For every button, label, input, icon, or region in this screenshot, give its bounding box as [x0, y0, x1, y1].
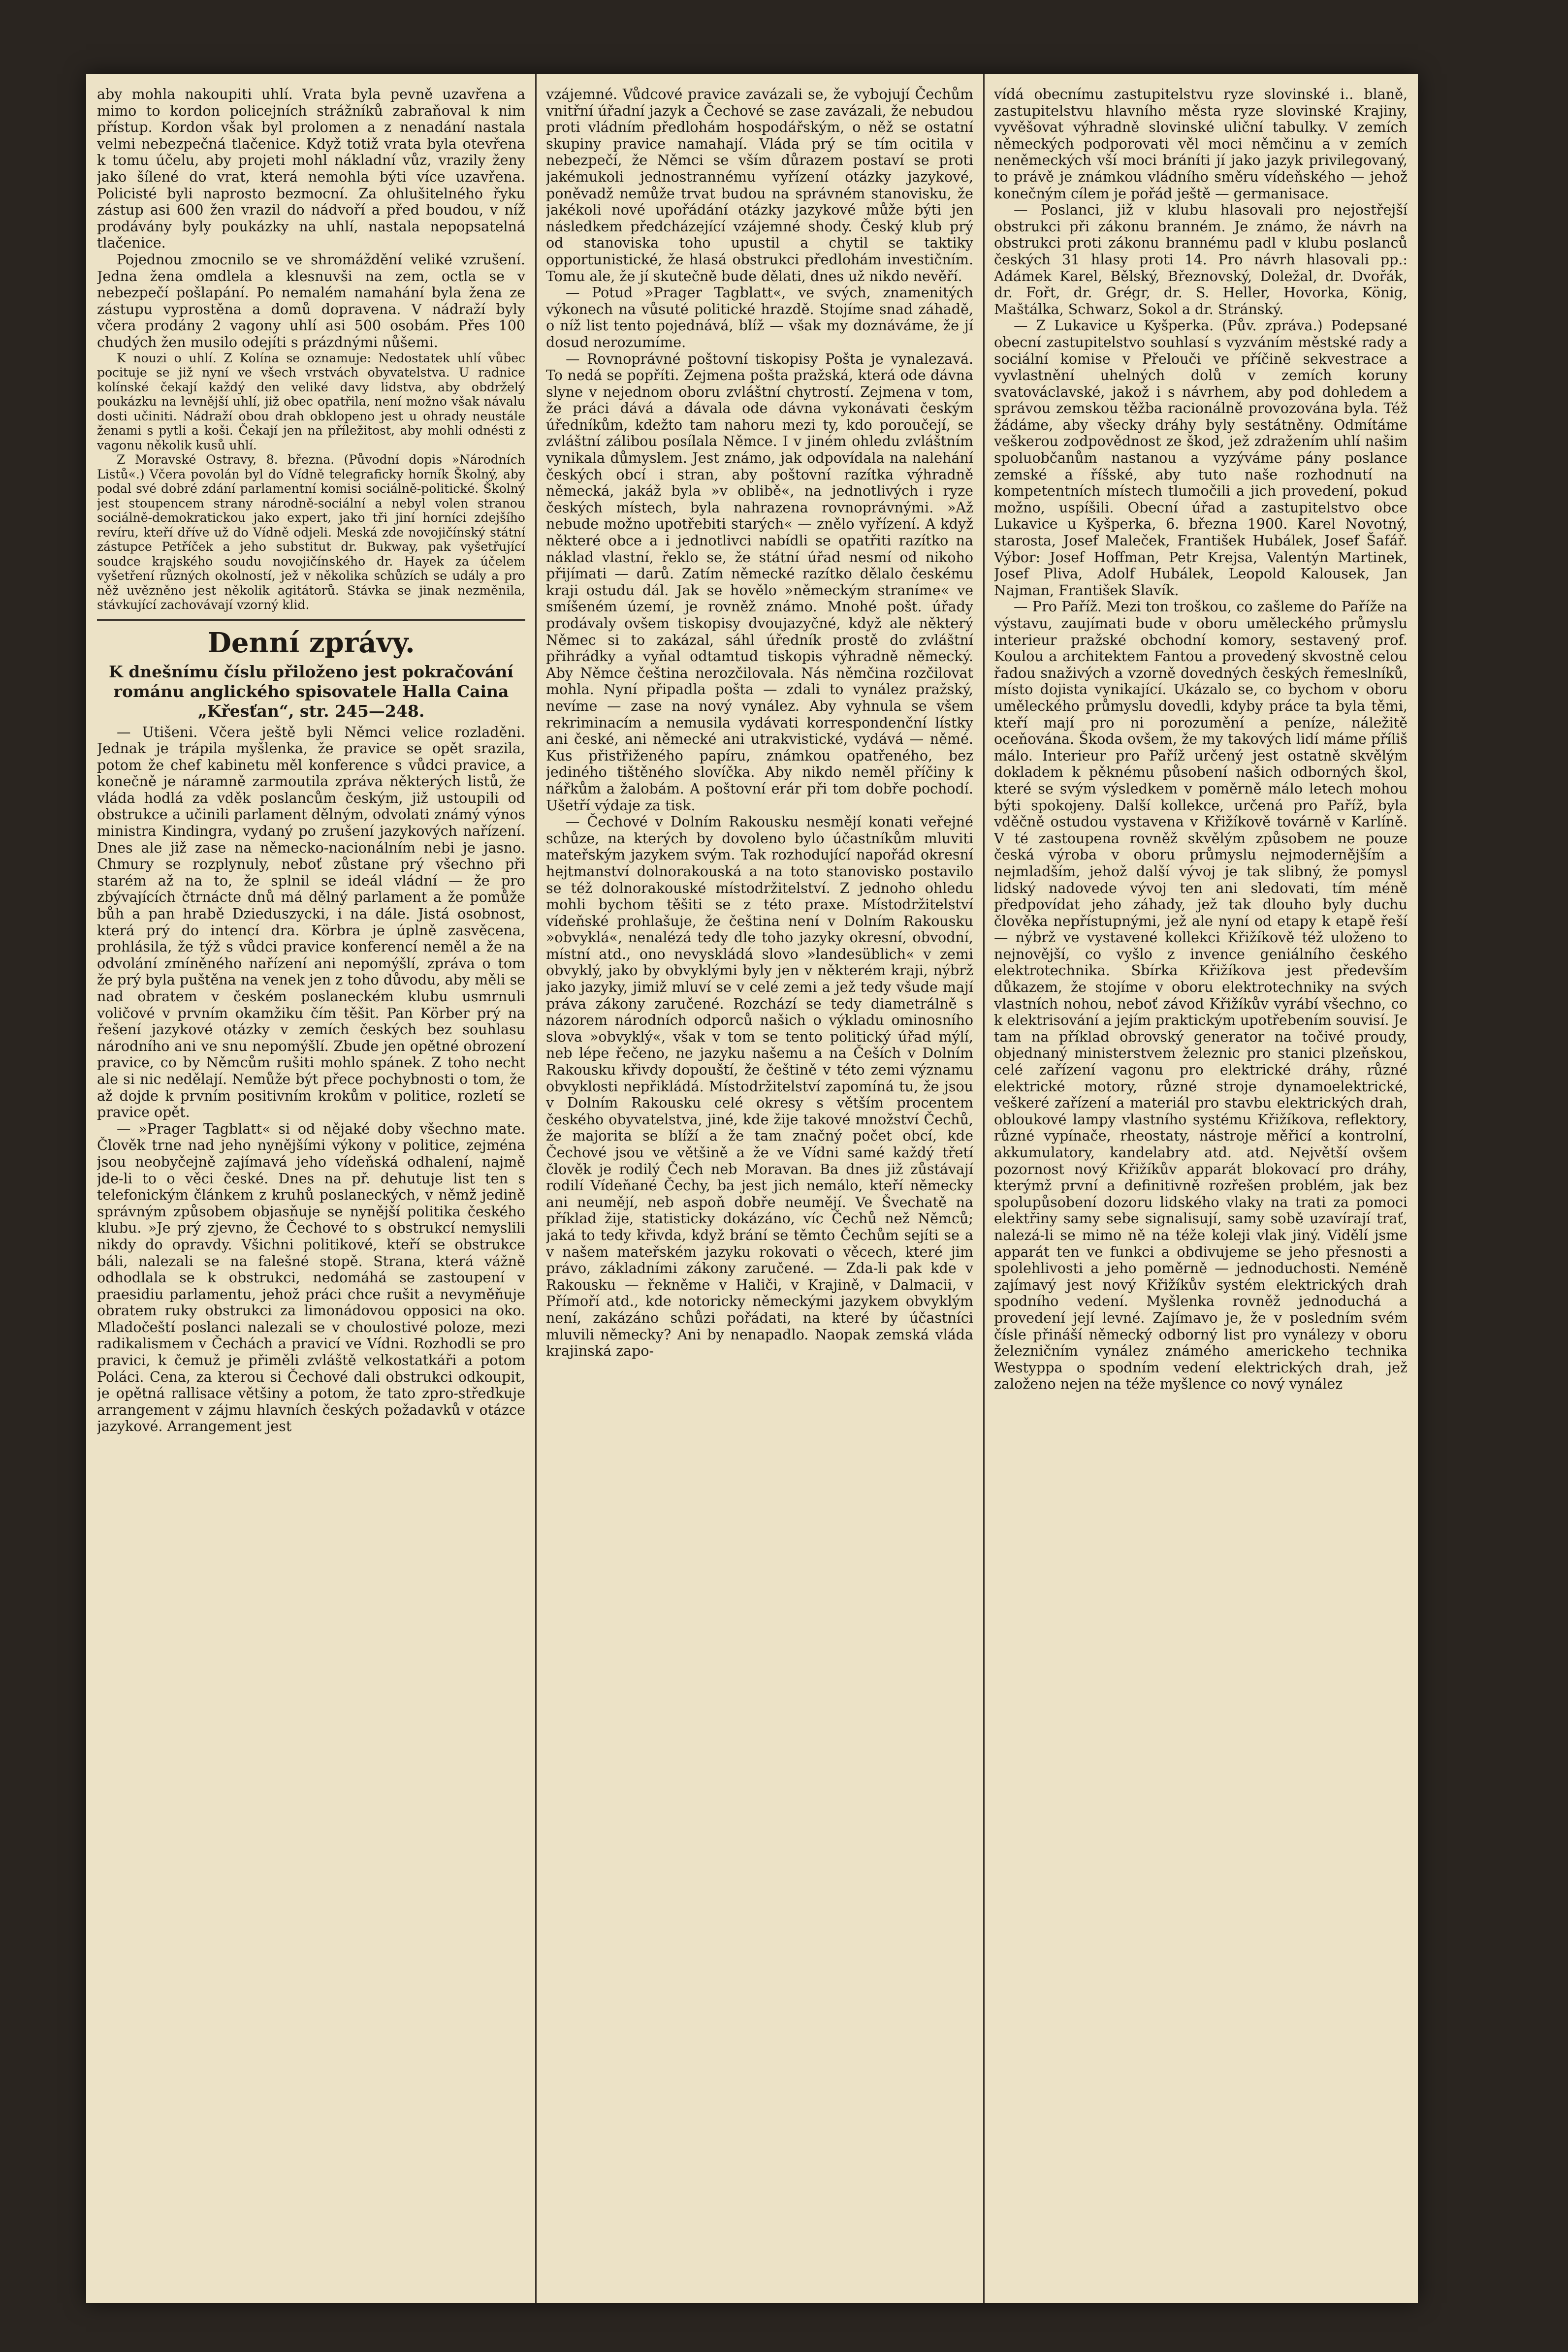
paragraph: vídá obecnímu zastupitelstvu ryze slovinské i.. blaně, zastupitelstvu hlavního města ryze slovinské Krajiny, vyvěšovat výhradně slovinské uliční tabulky. V zemích německých podporovati věl moci němčinu a v zemích neněmeckých vší moci bráníti jí jako jazyk privilegovaný, to právě je známkou vládního směru vídeňského — jehož konečným cílem je pořád ještě — germanisace.	[994, 86, 1408, 202]
column-rule	[535, 74, 537, 2303]
paragraph: K nouzi o uhlí. Z Kolína se oznamuje: Nedostatek uhlí vůbec pocituje se již nyní ve všech vrstvách obyvatelstva. U radnice kolínské čekají každý den veliké davy lidstva, aby obdrželý poukázku na levnější uhlí, již obec opatřila, není možno však návalu dosti učiniti. Nádraží obou drah obklopeno jest u ohrady neustále ženami s pytli a koši. Čekají jen na příležitost, aby mohli odnésti z vagonu několik kusů uhlí.	[97, 350, 525, 452]
paragraph: — Poslanci, již v klubu hlasovali pro nejostřejší obstrukci při zákonu branném. Je známo, že návrh na obstrukci proti zákonu brannému padl v klubu poslanců českých 31 hlasy proti 14. Pro návrh hlasovali pp.: Adámek Karel, Bělský, Březnovský, Doležal, dr. Dvořák, dr. Fořt, dr. Grégr, dr. S. Heller, Hovorka, König, Maštálka, Schwarz, Sokol a dr. Stránský.	[994, 202, 1408, 318]
paragraph: vzájemné. Vůdcové pravice zavázali se, že vybojují Čechům vnitřní úřadní jazyk a Čechové se zase zavázali, že nebudou proti vládním předlohám hospodářským, o něž se ostatní skupiny pravice namahají. Vláda prý se tím ocitila v nebezpečí, že Němci se vším důrazem postaví se proti jakémukoli jednostrannému vyřízení otázky jazykové, poněvadž nemůže trvat budou na správném stanovisku, že jakékoli nové upořádání otázky jazykové může býti jen následkem předcházející vzájemné shody. Český klub prý od stanoviska toho upustil a chytil se taktiky opportunistické, že hlasá obstrukci předlohám investičním. Tomu ale, že jí skutečně bude dělati, dnes už nikdo nevěří.	[546, 86, 973, 285]
supplement-notice: K dnešnímu číslu přiloženo jest pokračování románu anglického spisovatele Halla Caina „Křesťan“, str. 245—248.	[109, 662, 513, 721]
paragraph: aby mohla nakoupiti uhlí. Vrata byla pevně uzavřena a mimo to kordon policejních strážníků zabraňoval k nim přístup. Kordon však byl prolomen a z nenadání nastala velmi nebezpečná tlačenice. Když totiž vrata byla otevřena k tomu účelu, aby projeti mohl nákladní vůz, vrazily ženy jako šílené do vrat, která nemohla býti více uzavřena. Policisté byli naprosto bezmocní. Za ohlušitelného řyku zástup asi 600 žen vrazil do nádvoří a před boudou, v níž prodávány byly poukázky na uhlí, nastala nepopsatelná tlačenice.	[97, 86, 525, 252]
paragraph: Pojednou zmocnilo se ve shromáždění veliké vzrušení. Jedna žena omdlela a klesnuvši na zem, octla se v nebezpečí pošlapání. Po nemalém namahání byla žena ze zástupu vyprostěna a domů dopravena. V nádraží byly včera prodány 2 vagony uhlí asi 500 osobám. Přes 100 chudých žen musilo odejíti s prázdnými nůšemi.	[97, 251, 525, 350]
paragraph: Z Moravské Ostravy, 8. března. (Původní dopis »Národních Listů«.) Včera povolán byl do Vídně telegraficky horník Školný, aby podal své dobré zdání parlamentní komisi sociálně-politické. Školný jest stoupencem strany národně-sociální a nebyl volen stranou sociálně-demokratickou jako expert, jako tři jiní horníci zdejšího revíru, kteří dříve už do Vídně odjeli. Meská zde novojičínský státní zástupce Petříček a jeho substitut dr. Bukway, pak vyšetřující soudce krajského soudu novojičínského dr. Hayek za účelem vyšetření různých okolností, jež v několika schůzích se udály a pro něž uvězněno jest několik agitátorů. Stávka se jinak nezměnila, stávkující zachovávají vzorný klid.	[97, 452, 525, 612]
paragraph: — Utišeni. Včera ještě byli Němci velice rozladěni. Jednak je trápila myšlenka, že pravice se opět srazila, potom že chef kabinetu měl konference s vůdci pravice, a konečně je náramně zarmoutila zpráva některých listů, že vláda hodlá za vděk poslancům českým, již ustoupili od obstrukce a učinili parlament dělným, odvolati známý výnos ministra Kindingra, vydaný po zrušení jazykových nařízení. Dnes ale již zase na německo-nacionálním nebi je jasno. Chmury se rozplynuly, neboť zůstane prý všechno při starém až na to, že splnil se ideál vládní — že pro zbývajících čtrnácte dnů má dělný parlament a že pomůže bůh a pan hrabě Dzieduszycki, i na dále. Jistá osobnost, která prý do intencí dra. Körbra je úplně zasvěcena, prohlásila, že týž s vůdci pravice konferencí neměl a že na odvolání zmíněného nařízení ani nepomýšlí, zpráva o tom že prý byla puštěna na venek jen z toho důvodu, aby měli se nad obratem v českém poslaneckém klubu usmrnuli voličové v prvním okamžiku čím těšit. Pan Körber prý na řešení jazykové otázky v zemích českých bez souhlasu národního ani ve snu nepomýšlí. Zbude jen opětné obrození pravice, co by Němcům rušiti mohlo spánek. Z toho necht ale si nic nedělají. Nemůže být přece pochybnosti o tom, že až dojde k prvním positivním krokům v politice, rozletí se pravice opět.	[97, 724, 525, 1121]
column-2	[546, 86, 973, 2293]
paragraph: — Čechové v Dolním Rakousku nesmějí konati veřejné schůze, na kterých by dovoleno bylo účastníkům mluviti mateřským jazykem svým. Tak rozhodující napořád okresní hejtmanství dolnorakouská a na toto stanovisko postavilo se též dolnorakouské místodržitelství. Z jednoho ohledu mohli bychom těšiti se z této praxe. Místodržitelství vídeňské prohlašuje, že čeština není v Dolním Rakousku »obvyklá«, nenalézá tedy dle toho jazyky okresní, obvodní, místní atd., ono nevyskládá slovo »landesüblich« v zemi obvyklý, jako by obvyklými byly jen v některém kraji, nýbrž jako jazyky, jimiž mluví se v celé zemi a jež tedy všude mají práva zákony zaručené. Rozchází se tedy diametrálně s názorem národních odporců našich o výkladu ominosního slova »obvyklý«, však v tom se tento politický úřad mýlí, neb lépe řečeno, ne jazyku našemu a na Češích v Dolním Rakousku křivdy dopouští, že češtině v této zemi významu obvyklosti nepřikládá. Místodržitelství zapomíná tu, že jsou v Dolním Rakousku celé okresy s větším procentem českého obyvatelstva, jiné, kde žije takové množství Čechů, že majorita se blíží a že tam značný počet obcí, kde Čechové jsou ve většině a že ve Vídni samé každý třetí člověk je rodilý Čech neb Moravan. Ba dnes již zůstávají rodilí Vídeňané Čechy, ba jest jich nemálo, kteří německy ani neumějí, neb aspoň dobře neumějí. Ve Švechatě na příklad žije, statisticky dokázáno, víc Čechů než Němců; jaká to tedy křivda, když brání se těmto Čechům sejíti se a v našem mateřském jazyku rokovati o věcech, které jim právo, základními zákony zaručené. — Zda-li pak kde v Rakousku — řekněme v Haliči, v Krajině, v Dalmacii, v Přímoří atd., kde notoricky německými jazykem obvyklým není, zakázáno schůzi pořádati, na které by účastníci mluvili německy? Ani by nenapadlo. Naopak zemská vláda krajinská zapo-	[546, 814, 973, 1360]
paragraph: — Z Lukavice u Kyšperka. (Pův. zpráva.) Podepsané obecní zastupitelstvo souhlasí s vyzváním městské rady a sociální komise v Přelouči ve příčině sekvestrace a vyvlastnění uhelných dolů v zemích koruny svatováclavské, jakož i s návrhem, aby pod dohledem a správou zemskou těžba racionálně provozována byla. Též žádáme, aby všecky dráhy byly sestátněny. Odmítáme veškerou zodpovědnost ze škod, jež zdražením uhlí našim spoluobčanům nastanou a vyzýváme pány poslance zemské a říšské, aby tuto naše rozhodnutí na kompetentních místech tlumočili a jich provedení, pokud možno, uspíšili. Obecní úřad a zastupitelstvo obce Lukavice u Kyšperka, 6. března 1900. Karel Novotný, starosta, Josef Maleček, František Hubálek, Josef Šafář. Výbor: Josef Hoffman, Petr Krejsa, Valentýn Martinek, Josef Pliva, Adolf Hubálek, Leopold Kalousek, Jan Najman, František Slavík.	[994, 318, 1408, 599]
section-divider	[97, 619, 525, 621]
newspaper-page	[86, 74, 1418, 2303]
column-3	[994, 86, 1408, 2293]
column-rule	[983, 74, 985, 2303]
paragraph: — Potud »Prager Tagblatt«, ve svých, znamenitých výkonech na vůsuté politické hrazdě. Stojíme snad záhadě, o níž list tento pojednává, blíž — však my doznáváme, že jí dosud nerozumíme.	[546, 285, 973, 350]
paragraph: — Rovnoprávné poštovní tiskopisy Pošta je vynalezavá. To nedá se popříti. Zejmena pošta pražská, která ode dávna slyne v nejednom oboru zvláštní chytrostí. Zejmena v tom, že práci dává a dávala ode dávna vykonávati českým úředníkům, kdežto tam nahoru mezi ty, kdo poroučejí, se zvláštní zálibou posílala Němce. I v jiném ohledu zvláštním vynikala důmyslem. Jest známo, jak odpovídala na nalehání českých obcí i stran, aby poštovní razítka výhradně německá, jakáž byla »v oblibě«, na jednotlivých i ryze českých místech, byla nahrazena rovnoprávnými. »Až nebude možno upotřebiti starých« — znělo vyřízení. A když některé obce a i jednotlivci nabídli se opatřiti razítko na náklad vlastní, řeklo se, že státní úřad nesmí od nikoho přijímati — darů. Zatím německé razítko dělalo českému kraji ostudu dál. Jak se hovělo »německým straníme« ve smíšeném území, je rovněž známo. Mnohé pošt. úřady prodávaly ovšem tiskopisy dvoujazyčné, když ale některý Němec si to zakázal, sáhl úředník prostě do zvláštní přihrádky a vyňal odtamtud tiskopis výhradně německý. Aby Němce čeština nerozčilovala. Nás němčina rozčilovat mohla. Nyní připadla pošta — zdali to vynález pražský, nevíme — zase na nový vynález. Aby vyhnula se všem rekriminacím a nemusila vydávati korrespondenční lístky ani české, ani německé ani utrakvistické, vydává — němé. Kus přistřiženého papíru, známkou opatřeného, bez jediného tištěného slovíčka. Aby nikdo neměl příčiny k nářkům a žalobám. A poštovní erár při tom dobře pochodí. Ušetří výdaje za tisk.	[546, 350, 973, 814]
section-title: Denní zprávy.	[207, 626, 415, 659]
paragraph: — Pro Paříž. Mezi ton troškou, co zašleme do Paříže na výstavu, zaujímati bude v oboru uměleckého průmyslu interieur pražské obchodní komory, sestavený prof. Koulou a architektem Fantou a provedený skvostně celou řadou snaživých a vzorně dovedných českých řemeslníků, místo dojista vynikající. Ukázalo se, co bychom v oboru uměleckého průmyslu dovedli, kdyby práce ta byla těmi, kteří mají pro ni porozumění a peníze, náležitě oceňována. Škoda ovšem, že my takových lidí máme příliš málo. Interieur pro Paříž určený jest ostatně skvělým dokladem k pěknému působení našich odborných škol, které se svým výsledkem v poměrně málo letech mohou býti spokojeny. Další kollekce, určená pro Paříž, byla vděčně ostudou vystavena v Křižíkově továrně v Karlíně. V té zastoupena rovněž skvělým způsobem ne pouze česká výroba v oboru průmyslu nejmodernějším a nejmladším, jehož další vývoj je tak slibný, že pomysl lidský nadovede vývoj ten ani sledovati, tím méně předpovídat jeho záhady, jež tak dlouho byly duchu člověka nepřístupnými, jež ale nyní od etapy k etapě řeší — nýbrž ve vystavené kollekci Křižíkově též uloženo to nejnovější, co vyšlo z invence geniálního českého elektrotechnika. Sbírka Křižíkova jest především důkazem, že stojíme v oboru elektrotechniky na svých vlastních nohou, neboť závod Křižíkův vyrábí všechno, co k elektrisování a jejím praktickým upotřebením souvisí. Je tam na příklad obrovský generator na točivé proudy, objednaný ministerstvem železnic pro stanici plzeňskou, celé zařízení vagonu pro elektrické dráhy, různé elektrické motory, různé stroje dynamoelektrické, veškeré zařízení a materiál pro stavbu elektrických drah, obloukové lampy vlastního systému Křižíkova, reflektory, různé vypínače, rheostaty, nástroje měřicí a kontrolní, akkumulatory, kandelabry atd. atd. Největší ovšem pozornost nový Křižíkův apparát blokovací pro dráhy, kterýmž první a definitivně rozřešen problém, jak bez spolupůsobení dozoru lidského vlaky na trati za pomoci elektřiny samy sebe signalisují, samy sobě uzavírají trať, nalezá-li se mimo ně na téže koleji vlak jiný. Vidělí jsme apparát ten ve funkci a obdivujeme se jeho přesnosti a spolehlivosti a jeho poměrně — jednoduchosti. Neméně zajímavý jest nový Křižíkův systém elektrických drah spodního vedení. Myšlenka rovněž jednoduchá a provedení její levné. Zajímavo je, že v posledním svém čísle přináší německý odborný list pro vynálezy v oboru železničním vynález známého americkeho technika Westyppa o spodním vedení elektrických drah, jež založeno nejen na téže myšlence co nový vynález	[994, 599, 1408, 1393]
paragraph: — »Prager Tagblatt« si od nějaké doby všechno mate. Člověk trne nad jeho nynějšími výkony v politice, zejména jsou neobyčejně zajímavá jeho vídeňská odhalení, najmě jde-li to o věci české. Dnes na př. dehutuje list ten s telefonickým článkem z kruhů poslaneckých, v němž jedině správným způsobem objasňuje se nynější politika českého klubu. »Je prý zjevno, že Čechové to s obstrukcí nemyslili nikdy do opravdy. Všichni politikové, kteří se obstrukce báli, nalezali se na falešné stopě. Strana, která vážně odhodlala se k obstrukci, nedomáhá se zastoupení v praesidiu parlamentu, jehož práci chce rušit a nevyměňuje obratem ruky obstrukci za limonádovou opposici na oko. Mladočeští poslanci nalezali se v choulostivé poloze, mezi radikalismem v Čechách a pravicí ve Vídni. Rozhodli se pro pravici, k čemuž je přiměli zvláště velkostatkáři a potom Poláci. Cena, za kterou si Čechové dali obstrukci odkoupit, je opětná rallisace většiny a potom, že tato zpro-středkuje arrangement v zájmu hlavních českých požadavků v otázce jazykové. Arrangement jest	[97, 1120, 525, 1435]
column-1	[97, 86, 525, 2293]
